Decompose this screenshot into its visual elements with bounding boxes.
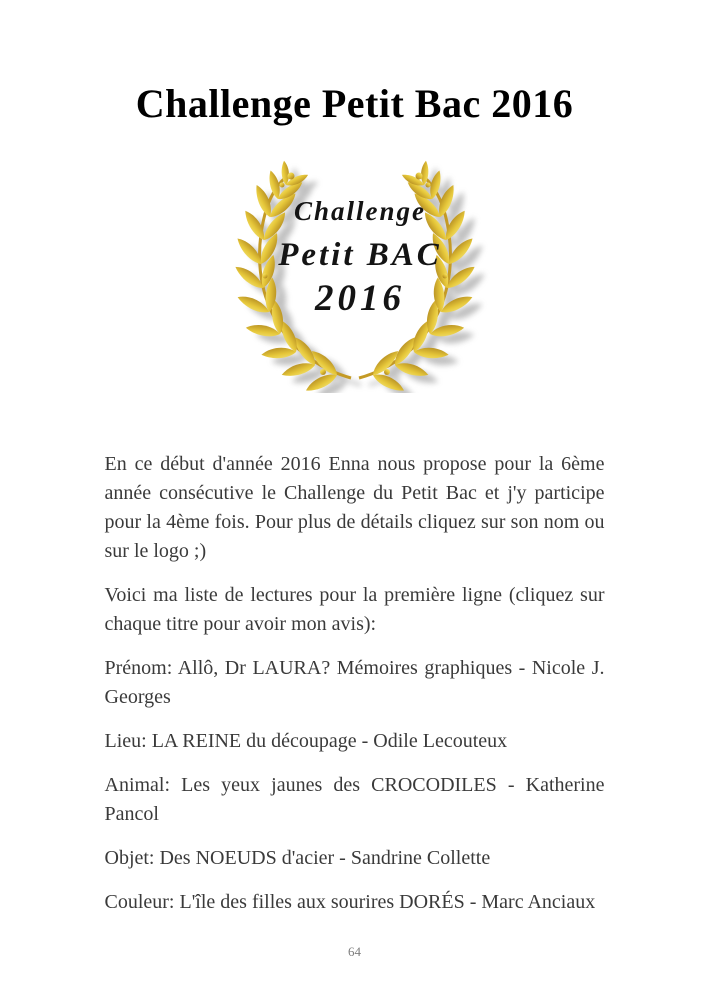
entry-prenom: Prénom: Allô, Dr LAURA? Mémoires graphiques - Nicole J. Georges bbox=[104, 657, 605, 708]
entry-couleur: Couleur: L'île des filles aux sourires DORÉS - Marc Anciaux bbox=[104, 891, 596, 913]
page-title: Challenge Petit Bac 2016 bbox=[135, 81, 574, 126]
page-number: 64 bbox=[348, 944, 361, 959]
paragraph-intro: En ce début d'année 2016 Enna nous propose pour la 6ème année consécutive le Challenge du Petit Bac et j'y participe pour la 4ème fois. Pour plus de détails cliquez sur son nom ou sur le logo ;) bbox=[104, 453, 605, 562]
laurel-wreath-icon bbox=[205, 158, 505, 393]
entry-objet: Objet: Des NOEUDS d'acier - Sandrine Collette bbox=[104, 847, 491, 869]
article-body bbox=[105, 450, 605, 917]
logo-text-line2: Petit BAC bbox=[277, 237, 442, 273]
petit-bac-logo bbox=[0, 158, 709, 398]
paragraph-list-intro: Voici ma liste de lectures pour la première ligne (cliquez sur chaque titre pour avoir mon avis): bbox=[104, 584, 605, 635]
entry-animal: Animal: Les yeux jaunes des CROCODILES - Katherine Pancol bbox=[104, 774, 605, 825]
logo-text-line3: 2016 bbox=[314, 278, 405, 319]
entry-lieu: Lieu: LA REINE du découpage - Odile Lecouteux bbox=[104, 730, 508, 752]
logo-text-line1: Challenge bbox=[293, 196, 426, 226]
